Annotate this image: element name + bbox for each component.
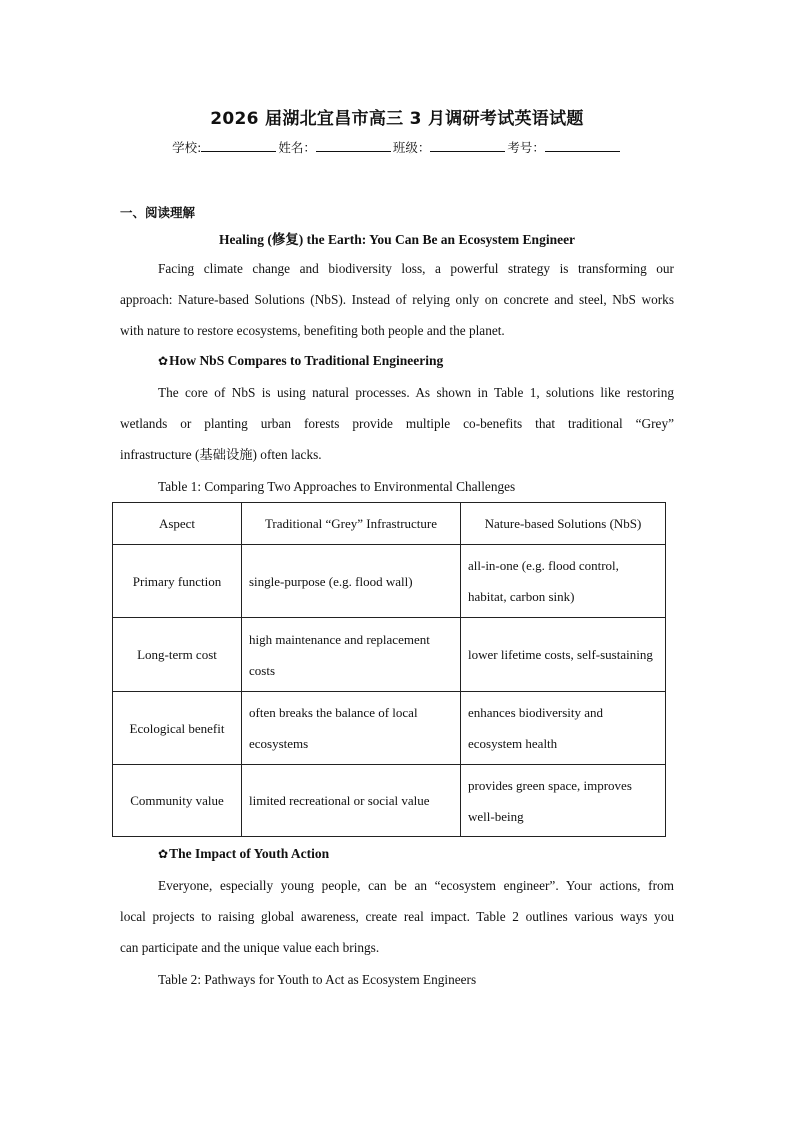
school-field (172, 138, 278, 156)
intro-line: with nature to restore ecosystems, benefiting both people and the planet. (120, 323, 505, 338)
exam-number-blank[interactable] (545, 139, 620, 152)
grey-cell: single-purpose (e.g. flood wall) (242, 545, 461, 618)
nbs-cell: enhances biodiversity and ecosystem health (461, 692, 666, 765)
intro-paragraph (120, 253, 674, 346)
student-info-row (0, 138, 794, 156)
table-row (113, 692, 666, 765)
table-row (113, 765, 666, 837)
intro-line: approach: Nature-based Solutions (NbS). Instead of relying only on concrete and steel, NbS works (120, 292, 674, 307)
heading-text: How NbS Compares to Traditional Engineering (169, 353, 444, 368)
table-header-cell: Traditional “Grey” Infrastructure (242, 503, 461, 545)
para-line: Everyone, especially young people, can be an “ecosystem engineer”. Your actions, from (158, 878, 674, 893)
para-line: The core of NbS is using natural processes. As shown in Table 1, solutions like restoring (158, 385, 674, 400)
table1-caption: Table 1: Comparing Two Approaches to Environmental Challenges (158, 479, 516, 494)
class-field (393, 138, 508, 156)
class-label: 班级： (392, 140, 431, 155)
para-line: infrastructure (基础设施) often lacks. (120, 447, 322, 462)
aspect-cell: Community value (113, 765, 242, 837)
heading-text: The Impact of Youth Action (169, 846, 330, 861)
heading-nbs-compare (158, 353, 443, 369)
grey-cell: often breaks the balance of local ecosystems (242, 692, 461, 765)
nbs-cell: all-in-one (e.g. flood control, habitat, carbon sink) (461, 545, 666, 618)
para-line: wetlands or planting urban forests provide multiple co-benefits that traditional “Grey” (120, 416, 674, 431)
table-header-row (113, 503, 666, 545)
heading-youth-action (158, 846, 329, 862)
table-header-cell: Nature-based Solutions (NbS) (461, 503, 666, 545)
exam-number-label: 考号： (507, 140, 545, 155)
paragraph-core-nbs (120, 377, 674, 470)
aspect-cell: Primary function (113, 545, 242, 618)
para-line: can participate and the unique value each brings. (120, 940, 380, 955)
nbs-cell: lower lifetime costs, self-sustaining (461, 618, 666, 692)
section-heading: 一、阅读理解 (120, 205, 196, 220)
name-field (278, 138, 393, 156)
para-line: local projects to raising global awareness, create real impact. Table 2 outlines various ways you (120, 909, 674, 924)
intro-line: Facing climate change and biodiversity loss, a powerful strategy is transforming our (158, 261, 674, 276)
comparison-table (112, 502, 666, 837)
table2-caption: Table 2: Pathways for Youth to Act as Ecosystem Engineers (158, 972, 477, 987)
class-blank[interactable] (430, 139, 505, 152)
school-label: 学校: (172, 140, 202, 155)
article-title: Healing (修复) the Earth: You Can Be an Ecosystem Engineer (218, 232, 576, 247)
exam-number-field (507, 138, 622, 156)
table-header-cell: Aspect (113, 503, 242, 545)
grey-cell: high maintenance and replacement costs (242, 618, 461, 692)
flower-bullet-icon: ✿ (158, 847, 169, 861)
name-label: 姓名： (278, 140, 316, 155)
aspect-cell: Ecological benefit (113, 692, 242, 765)
table-row (113, 545, 666, 618)
flower-bullet-icon: ✿ (158, 354, 169, 368)
paragraph-youth (120, 870, 674, 963)
name-blank[interactable] (316, 139, 391, 152)
aspect-cell: Long-term cost (113, 618, 242, 692)
table-row (113, 618, 666, 692)
nbs-cell: provides green space, improves well-being (461, 765, 666, 837)
grey-cell: limited recreational or social value (242, 765, 461, 837)
exam-title: 2026 届湖北宜昌市高三 3 月调研考试英语试题 (210, 109, 584, 129)
school-blank[interactable] (201, 139, 276, 152)
